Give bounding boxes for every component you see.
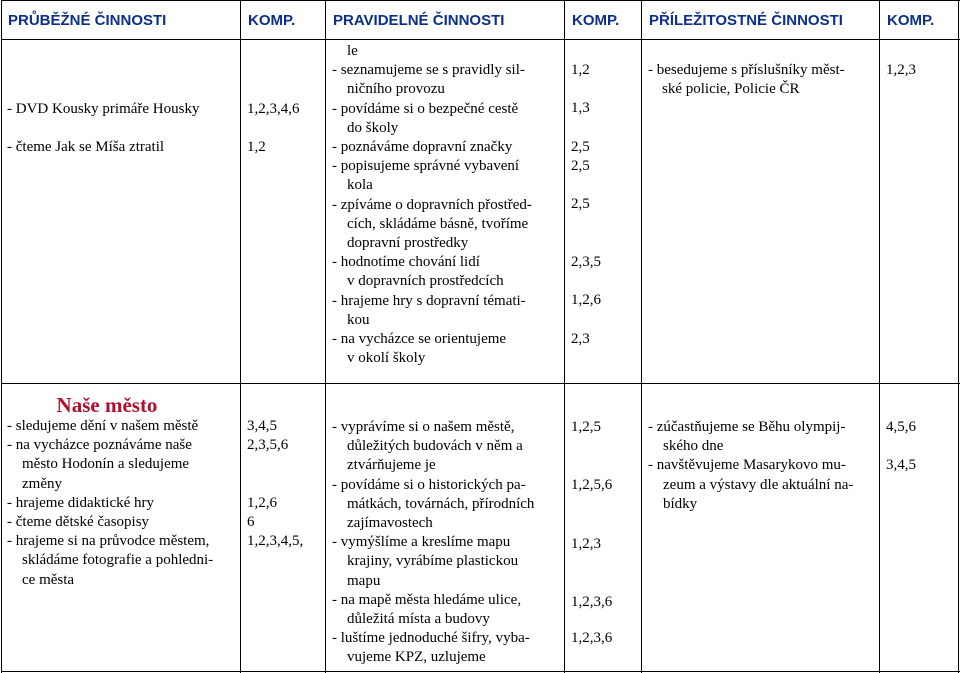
list-item: zajímavostech (347, 515, 433, 532)
comp-value: 2,3,5 (571, 254, 601, 270)
list-item: kou (347, 311, 370, 328)
s1-regular-cell (332, 42, 562, 368)
list-item: cích, skládáme básně, tvoříme (347, 215, 529, 232)
s2-occasional-comp-cell (886, 418, 956, 475)
divider-col1 (240, 0, 241, 673)
list-item: - popisujeme správné vybavení (332, 158, 520, 175)
comp-value: 1,2,6 (571, 292, 601, 308)
list-item: - sledujeme dění v našem městě (7, 418, 199, 434)
list-item: ničního provozu (347, 81, 445, 98)
list-item: - na vycházce se orientujeme (332, 331, 507, 348)
comp-value: 1,2 (571, 62, 590, 78)
list-item: - zúčastňujeme se Běhu olympij- (648, 419, 846, 435)
header-comp-1: KOMP. (248, 12, 296, 29)
list-item: mapu (347, 572, 381, 589)
list-item: - navštěvujeme Masarykovo mu- (648, 457, 846, 474)
list-item: v dopravních prostředcích (347, 273, 504, 290)
list-item: - povídáme si o historických pa- (332, 476, 526, 493)
list-item: dopravní prostředky (347, 235, 469, 252)
list-item: důležitá místa a budovy (347, 611, 490, 628)
comp-value: 1,2,5 (571, 419, 601, 435)
comp-value: 1,2,3,4,5, (247, 533, 304, 550)
list-item: důležitých budovách v něm a (347, 438, 523, 455)
comp-value (247, 455, 323, 474)
comp-value: 1,3 (571, 100, 590, 116)
s1-occasional-cell (648, 61, 878, 99)
list-item: město Hodonín a sledujeme (22, 456, 190, 473)
s1-occasional-comp-cell (886, 61, 956, 80)
s1-continuous-cell (7, 100, 239, 157)
list-item: v okolí školy (347, 350, 426, 367)
table-bottom-border (1, 671, 960, 672)
list-item: - čteme dětské časopisy (7, 514, 150, 531)
list-item: - hrajeme si na průvodce městem, (7, 533, 210, 550)
list-item: - poznáváme dopravní značky (332, 139, 513, 156)
header-regular: PRAVIDELNÉ ČINNOSTI (333, 12, 505, 29)
comp-value: 6 (247, 513, 255, 530)
list-item: mátkách, továrnách, přírodních (347, 495, 535, 512)
list-item: krajiny, vyrábíme plastickou (347, 553, 519, 570)
list-item: ce města (22, 571, 75, 588)
list-item: - hrajeme hry s dopravní témati- (332, 292, 526, 309)
header-continuous: PRŮBĚŽNÉ ČINNOSTI (8, 12, 167, 29)
header-bottom-border (1, 39, 960, 40)
list-item: kola (347, 177, 373, 194)
table-top-border (1, 0, 960, 1)
list-item: - povídáme si o bezpečné cestě (332, 100, 519, 117)
s1-continuous-comp-cell (247, 100, 323, 157)
comp-value: 3,4,5 (247, 418, 277, 434)
list-item: změny (22, 475, 62, 492)
list-item: - vymýšlíme a kreslíme mapu (332, 534, 511, 551)
comp-value: 1,2,3 (886, 62, 916, 78)
comp-value: 1,2 (247, 139, 266, 156)
list-item: - zpíváme o dopravních přostřed- (332, 196, 532, 213)
s2-continuous-cell (7, 393, 239, 590)
list-item: do školy (347, 119, 399, 136)
list-item: - luštíme jednoduché šifry, vyba- (332, 630, 530, 647)
list-item: - DVD Kousky primáře Housky (7, 101, 200, 117)
list-item: ského dne (663, 438, 724, 455)
divider-col5 (879, 0, 880, 673)
comp-value: 1,2,3,4,6 (247, 101, 300, 117)
section-title: Naše město (56, 393, 158, 417)
comp-value: 1,2,3,6 (571, 594, 613, 610)
comp-value: 2,3,5,6 (247, 437, 289, 454)
comp-value: 2,3 (571, 331, 590, 347)
header-occasional: PŘÍLEŽITOSTNÉ ČINNOSTI (649, 12, 843, 29)
comp-value: 4,5,6 (886, 419, 916, 435)
header-comp-2: KOMP. (572, 12, 620, 29)
list-item: bídky (663, 495, 698, 512)
comp-value: 2,5 (571, 196, 590, 212)
list-item: skládáme fotografie a pohledni- (22, 552, 214, 569)
section-divider (1, 383, 960, 384)
s2-occasional-cell (648, 418, 878, 514)
border-right (958, 0, 959, 673)
list-item: zeum a výstavy dle aktuální na- (663, 476, 854, 493)
list-item: - na mapě města hledáme ulice, (332, 591, 522, 608)
divider-col2 (325, 0, 326, 673)
list-item: - čteme Jak se Míša ztratil (7, 139, 165, 156)
header-comp-3: KOMP. (887, 12, 935, 29)
comp-value: 1,2,3,6 (571, 630, 613, 646)
list-item: vujeme KPZ, uzlujeme (347, 649, 486, 666)
comp-value: 1,2,3 (571, 536, 601, 552)
list-item: ztvárňujeme je (347, 457, 436, 474)
border-left (1, 0, 2, 673)
list-item: le (347, 43, 358, 59)
divider-col3 (564, 0, 565, 673)
divider-col4 (641, 0, 642, 673)
list-item: - hrajeme didaktické hry (7, 494, 155, 511)
comp-value: 2,5 (571, 139, 590, 155)
s2-continuous-comp-cell (247, 417, 323, 551)
list-item: - seznamujeme se s pravidly sil- (332, 62, 525, 79)
list-item: - besedujeme s příslušníky měst- (648, 62, 845, 78)
comp-value: 2,5 (571, 158, 590, 174)
list-item: ské policie, Policie ČR (662, 81, 800, 98)
comp-value: 1,2,5,6 (571, 477, 613, 493)
list-item: - vyprávíme si o našem městě, (332, 419, 515, 435)
comp-value: 3,4,5 (886, 457, 916, 474)
s2-regular-cell (332, 418, 562, 668)
comp-value (247, 475, 323, 494)
list-item: - hodnotíme chování lidí (332, 254, 480, 271)
list-item: - na vycházce poznáváme naše (7, 437, 192, 454)
comp-value: 1,2,6 (247, 494, 277, 511)
